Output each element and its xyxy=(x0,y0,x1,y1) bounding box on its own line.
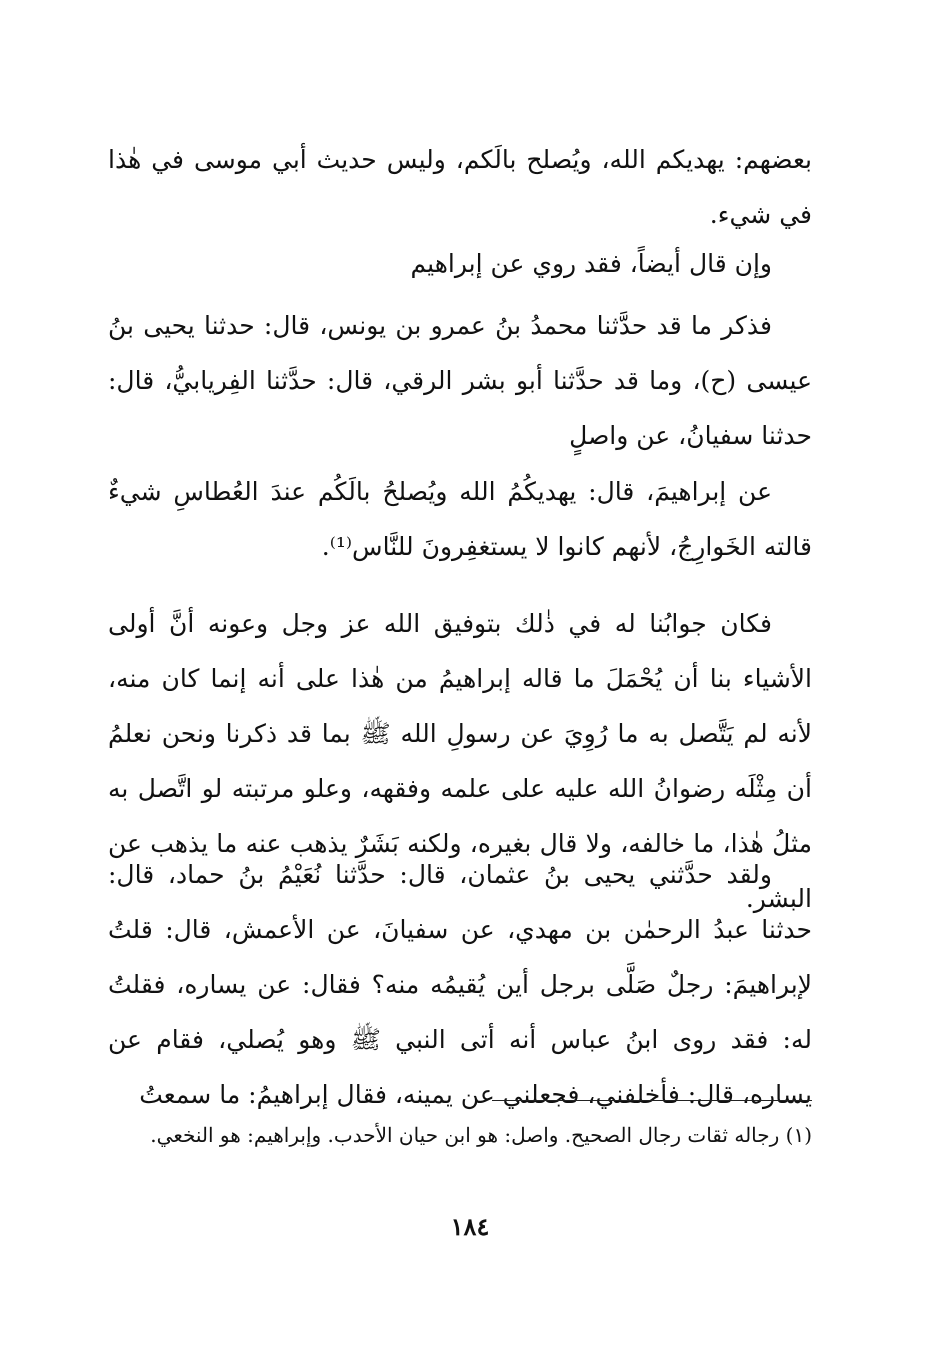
paragraph-5-text: فكان جوابُنا له في ذٰلك بتوفيق الله عز وجل وعونه أنَّ أولى الأشياء بنا أن يُحْمَلَ ما قاله إبراهيمُ من هٰذا على أنه إنما كان منه، لأنه لم يَتَّصل به ما رُوِيَ عن رسولِ الله ﷺ بما قد ذكرنا ونحن نعلمُ أن مِثْلَه رضوانُ الله عليه على علمه وفقهه، وعلو مرتبته لو اتَّصل به مثلُ هٰذا، ما خالفه، ولا قال بغيره، ولكنه بَشَرٌ يذهب عنه ما يذهب عن البشر. xyxy=(108,609,812,913)
page-number: ١٨٤ xyxy=(450,1212,490,1241)
paragraph-3 xyxy=(108,298,812,463)
footnote-text: (١) رجاله ثقات رجال الصحيح. واصل: هو ابن حيان الأحدب. وإبراهيم: هو النخعي. xyxy=(150,1123,812,1147)
paragraph-2 xyxy=(108,236,812,291)
paragraph-2-text: وإن قال أيضاً، فقد روي عن إبراهيم xyxy=(410,249,772,278)
paragraph-4-text: عن إبراهيمَ، قال: يهديكُمُ الله ويُصلحُ بالَكُم عندَ العُطاسِ شيءٌ قالته الخَوارِجُ، لأنهم كانوا لا يستغفِرونَ للنَّاس⁽¹⁾. xyxy=(108,477,812,561)
footnote-divider xyxy=(492,1100,812,1101)
paragraph-4 xyxy=(108,464,812,574)
footnote xyxy=(108,1112,812,1158)
paragraph-6-text: ولقد حدَّثني يحيى بنُ عثمان، قال: حدَّثنا نُعَيْمُ بنُ حماد، قال: حدثنا عبدُ الرحمٰن بن مهدي، عن سفيانَ، عن الأعمش، قال: قلتُ لإبراهيمَ: رجلٌ صَلَّى برجل أين يُقيمُه منه؟ فقال: عن يساره، فقلتُ له: فقد روى ابنُ عباس أنه أتى النبي ﷺ وهو يُصلي، فقام عن يساره، قال: فأخلفني، فجعلني عن يمينه، فقال إبراهيمُ: ما سمعتُ xyxy=(108,860,812,1109)
paragraph-6 xyxy=(108,847,812,1122)
paragraph-1 xyxy=(108,132,812,242)
paragraph-1-text: بعضهم: يهديكم الله، ويُصلح بالَكم، وليس حديث أبي موسى في هٰذا في شيء. xyxy=(108,145,812,229)
paragraph-3-text: فذكر ما قد حدَّثنا محمدُ بنُ عمرو بن يونس، قال: حدثنا يحيى بنُ عيسى (ح)، وما قد حدَّثنا أبو بشر الرقي، قال: حدَّثنا الفِريابيُّ، قال: حدثنا سفيانُ، عن واصلٍ xyxy=(108,311,812,450)
